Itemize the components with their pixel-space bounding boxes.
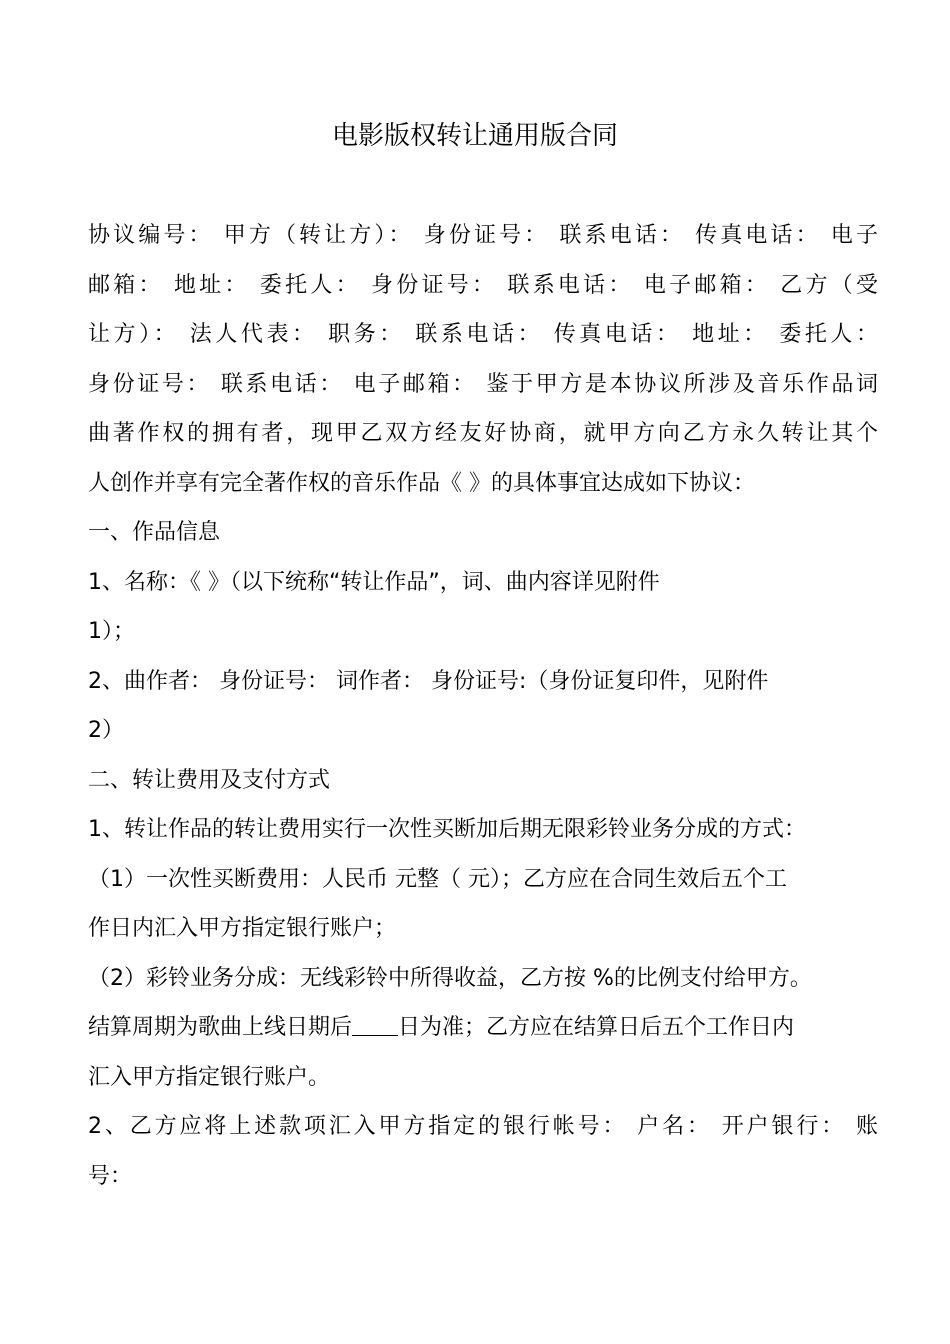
fill-in-blank <box>352 1013 398 1036</box>
paragraph-line: 协议编号： 甲方（转让方）： 身份证号： 联系电话： 传真电话： 电子 <box>88 223 878 248</box>
contract-body <box>88 216 878 1206</box>
section-heading: 一、作品信息 <box>88 520 221 545</box>
paragraph-line: 让方）： 法人代表： 职务： 联系电话： 传真电话： 地址： 委托人： <box>88 322 878 347</box>
paragraph-line: 身份证号： 联系电话： 电子邮箱： 鉴于甲方是本协议所涉及音乐作品词 <box>88 371 878 397</box>
paragraph-line: 人创作并享有完全著作权的音乐作品《 》的具体事宜达成如下协议： <box>88 470 755 496</box>
paragraph-line: （1）一次性买断费用：人民币 元整（ 元）；乙方应在合同生效后五个工 <box>88 866 787 892</box>
paragraph-line: 汇入甲方指定银行账户。 <box>88 1064 331 1090</box>
paragraph-line: 作日内汇入甲方指定银行账户； <box>88 916 397 941</box>
paragraph-line: 曲著作权的拥有者，现甲乙双方经友好协商，就甲方向乙方永久转让其个 <box>88 421 878 446</box>
paragraph-line: 号： <box>88 1163 133 1189</box>
settlement-text-after: 日为准；乙方应在结算日后五个工作日内 <box>398 1015 795 1040</box>
paragraph-line: 1、名称：《 》（以下统称“转让作品”，词、曲内容详见附件 <box>88 569 660 595</box>
paragraph-line: 1、转让作品的转让费用实行一次性买断加后期无限彩铃业务分成的方式： <box>88 817 806 842</box>
paragraph-line: 2、乙方应将上述款项汇入甲方指定的银行帐号： 户名： 开户银行： 账 <box>88 1114 878 1139</box>
paragraph-line: 2、曲作者： 身份证号： 词作者： 身份证号:（身份证复印件，见附件 <box>88 668 769 694</box>
paragraph-line: 1）； <box>88 619 135 644</box>
page-title: 电影版权转让通用版合同 <box>331 121 618 151</box>
paragraph-line <box>88 1008 878 1058</box>
section-heading: 二、转让费用及支付方式 <box>88 767 331 793</box>
settlement-text-before: 结算周期为歌曲上线日期后 <box>88 1015 353 1040</box>
paragraph-line: 2） <box>88 718 124 743</box>
paragraph-line: 邮箱： 地址： 委托人： 身份证号： 联系电话： 电子邮箱： 乙方（受 <box>88 272 878 298</box>
paragraph-line: （2）彩铃业务分成：无线彩铃中所得收益，乙方按 %的比例支付给甲方。 <box>88 965 812 991</box>
